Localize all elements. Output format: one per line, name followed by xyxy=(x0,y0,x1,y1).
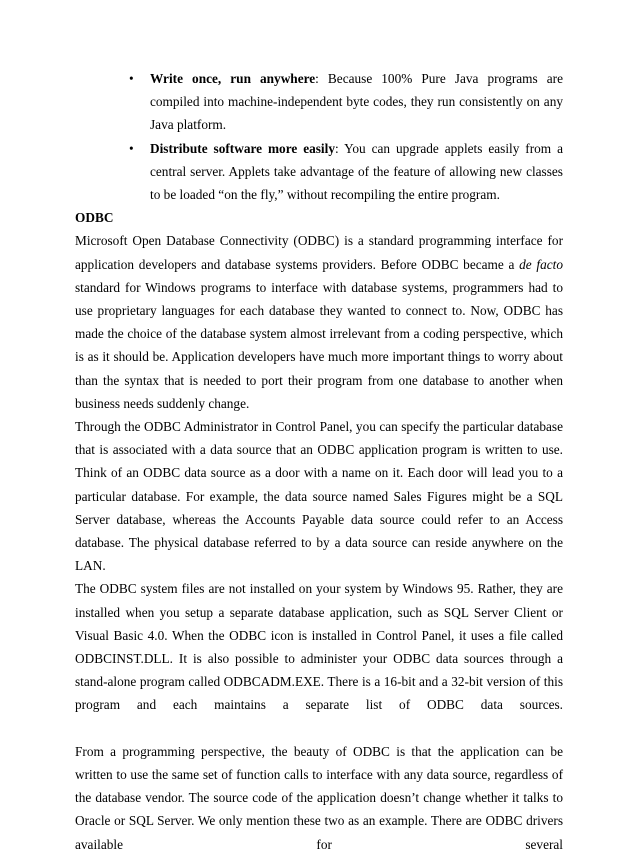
bullet-term: Distribute software more easily xyxy=(150,140,335,156)
bullet-icon: • xyxy=(129,140,134,156)
paragraph-programming: From a programming perspective, the beauty of ODBC is that the application can be written to use the same set of function calls to interface with any data source, regardless of the database vendor. The source code of the application doesn’t change whether it talks to Oracle or SQL Server. We only mention these two as an example. There are ODBC drivers available for several xyxy=(75,743,563,852)
paragraph-intro xyxy=(75,229,563,415)
bullet-item xyxy=(75,67,563,137)
bullet-item xyxy=(75,137,563,207)
paragraph-system-files: The ODBC system files are not installed on your system by Windows 95. Rather, they are installed when you setup a separate database application, such as SQL Server Client or Visual Basic 4.0. When the ODBC icon is installed in Control Panel, it uses a file called ODBCINST.DLL. It is also possible to administer your ODBC data sources through a stand-alone program called ODBCADM.EXE. There is a 16-bit and a 32-bit version of this program and each maintains a separate list of ODBC data sources. xyxy=(75,581,563,713)
bullet-icon: • xyxy=(129,71,134,86)
section-heading: ODBC xyxy=(75,210,114,226)
bullet-text: : You can upgrade applets easily from a central server. Applets take advantage of the feature of allowing new classes to be loaded “on the fly,” without recompiling the entire program. xyxy=(150,140,563,203)
paragraph-gap xyxy=(75,717,563,740)
paragraph-intro-end: standard for Windows programs to interface with database systems, programmers had to use proprietary languages for each database they wanted to connect to. Now, ODBC has made the choice of the database system almost irrelevant from a coding perspective, which is as it should be. Application developers have much more important things to worry about than the syntax that is needed to port their program from one database to another when business needs suddenly change. xyxy=(75,279,563,411)
document-page xyxy=(75,67,563,856)
paragraph-administrator: Through the ODBC Administrator in Control Panel, you can specify the particular database that is associated with a data source that an ODBC application program is written to use. Think of an ODBC data source as a door with a name on it. Each door will lead you to a particular database. For example, the data source named Sales Figures might be a SQL Server database, whereas the Accounts Payable data source could refer to an Access database. The physical database referred to by a data source can reside anywhere on the LAN. xyxy=(75,419,563,574)
paragraph-intro-start: Microsoft Open Database Connectivity (ODBC) is a standard programming interface for application developers and database systems providers. Before ODBC became a xyxy=(75,233,563,272)
bullet-text: : Because 100% Pure Java programs are compiled into machine-independent byte codes, they run consistently on any Java platform. xyxy=(150,71,563,133)
bullet-term: Write once, run anywhere xyxy=(150,71,316,86)
paragraph-intro-italic: de facto xyxy=(519,256,563,272)
bullet-list xyxy=(75,67,563,206)
